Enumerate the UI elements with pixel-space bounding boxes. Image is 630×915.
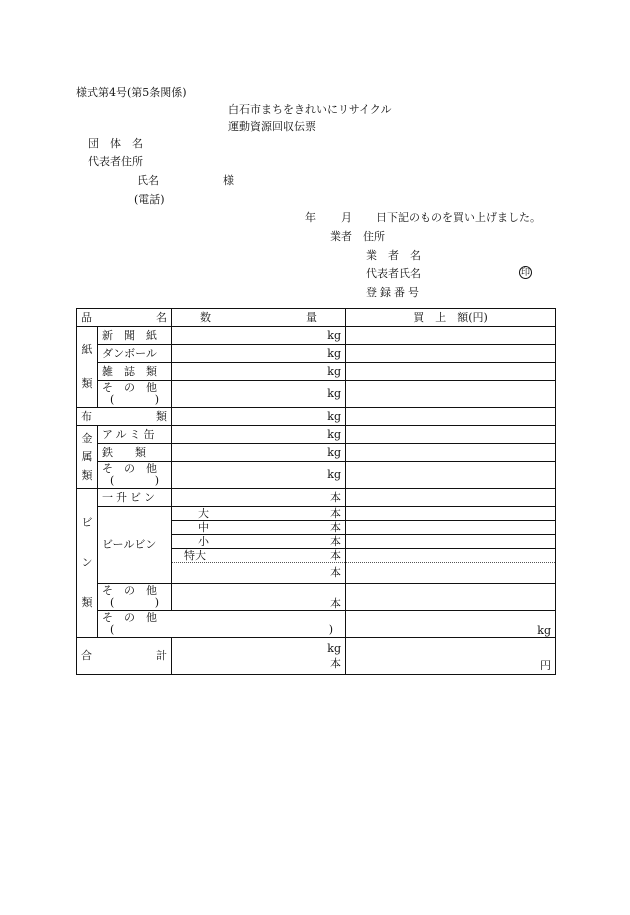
unit-hon: 本 (330, 520, 341, 534)
bottle-category-char1: ビ (81, 516, 93, 529)
amount-cell (346, 563, 556, 584)
unit-kg: kg (172, 426, 346, 444)
paren-open: ( (110, 623, 115, 636)
item-cloth (77, 408, 172, 426)
item-header-left: 品 (81, 310, 92, 324)
metal-category-char1: 金 (81, 431, 93, 445)
total-row (77, 638, 556, 675)
total-yen: 円 (346, 638, 556, 675)
size-extra-large: 特大 (184, 548, 206, 562)
item-aluminum-can: アルミ缶 (98, 426, 172, 444)
table-row (77, 462, 556, 489)
bottle-size-cell (172, 507, 346, 521)
metal-other-line1: そ の 他 (102, 462, 157, 475)
quantity-header-right: 量 (306, 310, 317, 324)
paper-category-char2: 類 (81, 377, 93, 390)
item-bottle-other (98, 584, 172, 611)
amount-cell (346, 345, 556, 363)
table-row (77, 327, 556, 345)
cloth-label-right: 類 (156, 409, 167, 423)
rep-address-label: 代表者住所 (88, 155, 143, 168)
item-magazines: 雑 誌 類 (98, 363, 172, 381)
table-row (77, 611, 556, 638)
table-row (77, 345, 556, 363)
metal-category-char2: 属 (81, 450, 93, 464)
dealer-address-label: 業者 住所 (330, 230, 385, 243)
table-row (77, 444, 556, 462)
paren-close: ) (328, 623, 333, 636)
recycling-slip-table (76, 308, 556, 675)
amount-cell (346, 549, 556, 563)
amount-cell (346, 363, 556, 381)
unit-hon: 本 (330, 506, 341, 520)
total-label-left: 合 (81, 649, 92, 662)
other-line1: そ の 他 (102, 611, 157, 624)
unit-kg: kg (172, 381, 346, 408)
paren-open: ( (110, 474, 115, 487)
amount-cell (346, 444, 556, 462)
seal-mark: 印 (520, 268, 530, 278)
paren-close: ) (154, 393, 159, 406)
bottle-category-char2: ン (81, 556, 93, 569)
size-medium: 中 (198, 520, 209, 534)
unit-kg: kg (172, 345, 346, 363)
unit-hon: 本 (330, 534, 341, 548)
unit-kg: kg (172, 444, 346, 462)
item-other (98, 611, 346, 638)
table-row (77, 584, 556, 611)
paren-open: ( (110, 393, 115, 406)
bottle-size-cell (172, 535, 346, 549)
paper-category-char1: 紙 (81, 343, 93, 356)
item-beer-bottle: ビールビン (98, 507, 172, 584)
unit-kg: kg (346, 611, 556, 638)
group-name-label: 団 体 名 (88, 137, 143, 150)
table-header-row (77, 309, 556, 327)
unit-hon: 本 (172, 489, 346, 507)
amount-cell (346, 507, 556, 521)
amount-cell (346, 381, 556, 408)
total-label-right: 計 (156, 649, 167, 662)
table-row (77, 408, 556, 426)
bottle-size-cell (172, 521, 346, 535)
item-metal-other (98, 462, 172, 489)
unit-hon: 本 (172, 563, 346, 584)
quantity-header-left: 数 (200, 310, 211, 324)
table-row (77, 363, 556, 381)
unit-kg: kg (327, 641, 341, 655)
amount-header: 買 上 額(円) (346, 309, 556, 327)
total-units (172, 638, 346, 675)
amount-cell (346, 521, 556, 535)
registration-number-label: 登録番号 (366, 286, 422, 299)
item-iron: 鉄 類 (98, 444, 172, 462)
paren-open: ( (110, 596, 115, 609)
amount-cell (346, 426, 556, 444)
quantity-header (172, 309, 346, 327)
dealer-rep-name-label: 代表者氏名 (366, 267, 421, 280)
total-label (77, 638, 172, 675)
month-label: 月 (341, 211, 352, 224)
bottle-other-line1: そ の 他 (102, 584, 157, 597)
amount-cell (346, 462, 556, 489)
item-paper-other (98, 381, 172, 408)
size-small: 小 (198, 534, 209, 548)
metal-category-char3: 類 (81, 469, 93, 483)
unit-kg: kg (172, 363, 346, 381)
amount-cell (346, 408, 556, 426)
item-issho-bottle: 一升ビン (98, 489, 172, 507)
size-large: 大 (198, 506, 209, 520)
dealer-name-label: 業 者 名 (366, 249, 421, 262)
bottle-size-cell (172, 549, 346, 563)
purchase-statement: 日下記のものを買い上げました。 (376, 211, 541, 224)
table-row (77, 507, 556, 521)
form-title-line2: 運動資源回収伝票 (228, 120, 316, 133)
bottle-category (77, 489, 98, 638)
unit-hon: 本 (330, 656, 341, 670)
paren-close: ) (154, 474, 159, 487)
amount-cell (346, 535, 556, 549)
item-newspaper: 新 聞 紙 (98, 327, 172, 345)
amount-cell (346, 327, 556, 345)
paren-close: ) (154, 596, 159, 609)
metal-category (77, 426, 98, 489)
sama-label: 様 (223, 174, 234, 187)
amount-cell (346, 489, 556, 507)
year-label: 年 (305, 211, 316, 224)
item-cardboard: ダンボール (98, 345, 172, 363)
unit-kg: kg (172, 408, 346, 426)
unit-hon: 本 (330, 548, 341, 562)
unit-kg: kg (172, 462, 346, 489)
amount-cell (346, 584, 556, 611)
unit-hon: 本 (172, 584, 346, 611)
paper-other-line1: そ の 他 (102, 381, 157, 394)
name-label: 氏名 (137, 174, 159, 187)
table-row (77, 381, 556, 408)
form-number: 様式第4号(第5条関係) (76, 86, 187, 99)
table-row (77, 489, 556, 507)
table-row (77, 426, 556, 444)
cloth-label-left: 布 (81, 409, 92, 423)
unit-kg: kg (172, 327, 346, 345)
item-header-right: 名 (156, 310, 167, 324)
form-title-line1: 白石市まちをきれいにリサイクル (228, 103, 392, 116)
phone-label: (電話) (134, 193, 165, 206)
bottle-category-char3: 類 (81, 596, 93, 609)
item-header (77, 309, 172, 327)
paper-category (77, 327, 98, 408)
